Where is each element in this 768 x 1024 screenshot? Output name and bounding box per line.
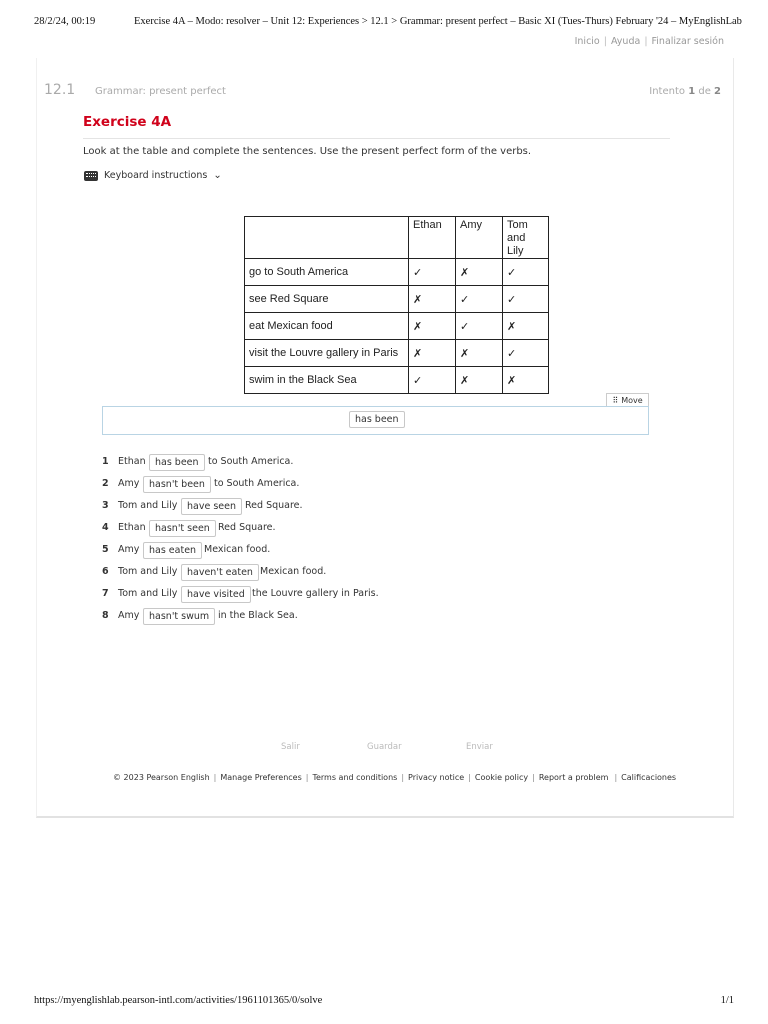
table-header-cell: Ethan [409,217,456,259]
list-item [102,539,502,559]
table-header-row [245,217,549,259]
attempt-of: de [698,86,711,97]
unit-title: Grammar: present perfect [95,86,226,97]
table-cell: ✓ [503,340,549,367]
table-cell: ✗ [409,313,456,340]
cookie-policy-link[interactable]: Cookie policy [474,773,529,782]
item-rest: in the Black Sea. [218,610,298,621]
item-rest: Red Square. [245,500,303,511]
table-row [245,340,549,367]
privacy-link[interactable]: Privacy notice [408,773,465,782]
answer-slot[interactable]: hasn't swum [143,608,215,625]
item-rest: Mexican food. [204,544,271,555]
item-subject: Tom and Lily [118,588,178,599]
grades-link[interactable]: Calificaciones [621,773,677,782]
unit-number: 12.1 [44,82,76,98]
list-item [102,451,502,471]
reference-table [244,216,549,394]
table-row [245,286,549,313]
table-cell: ✓ [503,259,549,286]
manage-preferences-link[interactable]: Manage Preferences [220,773,302,782]
attempt-current: 1 [688,86,696,97]
print-header [34,16,742,32]
item-subject: Amy [118,544,140,555]
item-number: 2 [102,478,109,489]
list-item [102,517,502,537]
top-links: Inicio | Ayuda | Finalizar sesión [574,36,724,47]
word-bank[interactable] [102,406,649,435]
item-rest: Mexican food. [260,566,327,577]
table-cell: ✗ [456,259,503,286]
table-cell: swim in the Black Sea [245,367,409,394]
chevron-down-icon: ⌄ [213,170,222,181]
answer-slot[interactable]: have seen [181,498,242,515]
table-cell: ✓ [456,286,503,313]
terms-link[interactable]: Terms and conditions [312,773,398,782]
item-subject: Tom and Lily [118,500,178,511]
report-problem-link[interactable]: Report a problem [538,773,609,782]
list-item [102,561,502,581]
item-rest: to South America. [214,478,300,489]
attempt-total: 2 [714,86,721,97]
print-url: https://myenglishlab.pearson-intl.com/activities/1961101365/0/solve [34,995,323,1006]
save-button[interactable]: Guardar [367,742,402,752]
list-item [102,605,502,625]
print-page-number: 1/1 [720,995,734,1006]
item-rest: to South America. [208,456,294,467]
item-number: 4 [102,522,109,533]
table-cell: ✗ [409,286,456,313]
copyright: © 2023 Pearson English [113,773,210,782]
table-cell: ✓ [503,286,549,313]
answer-slot[interactable]: have visited [181,586,251,603]
keyboard-instructions-label: Keyboard instructions [104,170,208,181]
answer-slot[interactable]: hasn't seen [149,520,216,537]
table-cell: ✗ [409,340,456,367]
table-header-cell: Amy [456,217,503,259]
print-title: Exercise 4A – Modo: resolver – Unit 12: Experiences > 12.1 > Grammar: present perfect – Basic XI (Tues-Thurs) February '24 – MyEnglishLab [134,16,742,27]
item-number: 5 [102,544,109,555]
answer-slot[interactable]: has eaten [143,542,202,559]
print-footer [34,995,734,1011]
table-cell: ✗ [503,313,549,340]
item-number: 6 [102,566,109,577]
list-item [102,473,502,493]
table-cell: go to South America [245,259,409,286]
help-link[interactable]: Ayuda [610,36,641,47]
table-cell: eat Mexican food [245,313,409,340]
item-subject: Amy [118,478,140,489]
item-number: 3 [102,500,109,511]
title-divider [83,138,670,139]
answer-slot[interactable]: has been [149,454,205,471]
answer-slot[interactable]: haven't eaten [181,564,259,581]
table-header-cell [245,217,409,259]
attempt-counter [649,86,721,97]
table-cell: ✓ [409,259,456,286]
item-subject: Tom and Lily [118,566,178,577]
list-item [102,495,502,515]
table-row [245,259,549,286]
print-date: 28/2/24, 00:19 [34,16,96,27]
attempt-prefix: Intento [649,86,685,97]
logout-link[interactable]: Finalizar sesión [651,36,724,47]
word-chip[interactable]: has been [349,411,405,428]
table-cell: ✗ [456,367,503,394]
table-row [245,367,549,394]
item-number: 8 [102,610,109,621]
move-label: Move [621,396,643,405]
exit-button[interactable]: Salir [281,742,300,752]
submit-button[interactable]: Enviar [466,742,493,752]
list-item [102,583,502,603]
table-cell: ✗ [503,367,549,394]
keyboard-icon [84,171,98,181]
exercise-instructions: Look at the table and complete the sentences. Use the present perfect form of the verbs. [83,146,532,157]
table-row [245,313,549,340]
item-number: 1 [102,456,109,467]
footer-links: © 2023 Pearson English | Manage Preferences | Terms and conditions | Privacy notice | Cookie policy | Report a problem | Calificaciones [113,773,677,782]
item-subject: Ethan [118,522,146,533]
item-subject: Amy [118,610,140,621]
home-link[interactable]: Inicio [574,36,600,47]
item-number: 7 [102,588,109,599]
table-cell: ✓ [409,367,456,394]
item-rest: Red Square. [218,522,276,533]
table-cell: visit the Louvre gallery in Paris [245,340,409,367]
table-cell: ✗ [456,340,503,367]
answer-slot[interactable]: hasn't been [143,476,211,493]
item-subject: Ethan [118,456,146,467]
table-cell: see Red Square [245,286,409,313]
drag-handle-icon: ⠿ [612,396,619,405]
table-header-cell: Tom and Lily [503,217,549,259]
table-cell: ✓ [456,313,503,340]
keyboard-instructions-toggle[interactable] [84,170,222,181]
exercise-title: Exercise 4A [83,114,172,130]
item-rest: the Louvre gallery in Paris. [252,588,379,599]
